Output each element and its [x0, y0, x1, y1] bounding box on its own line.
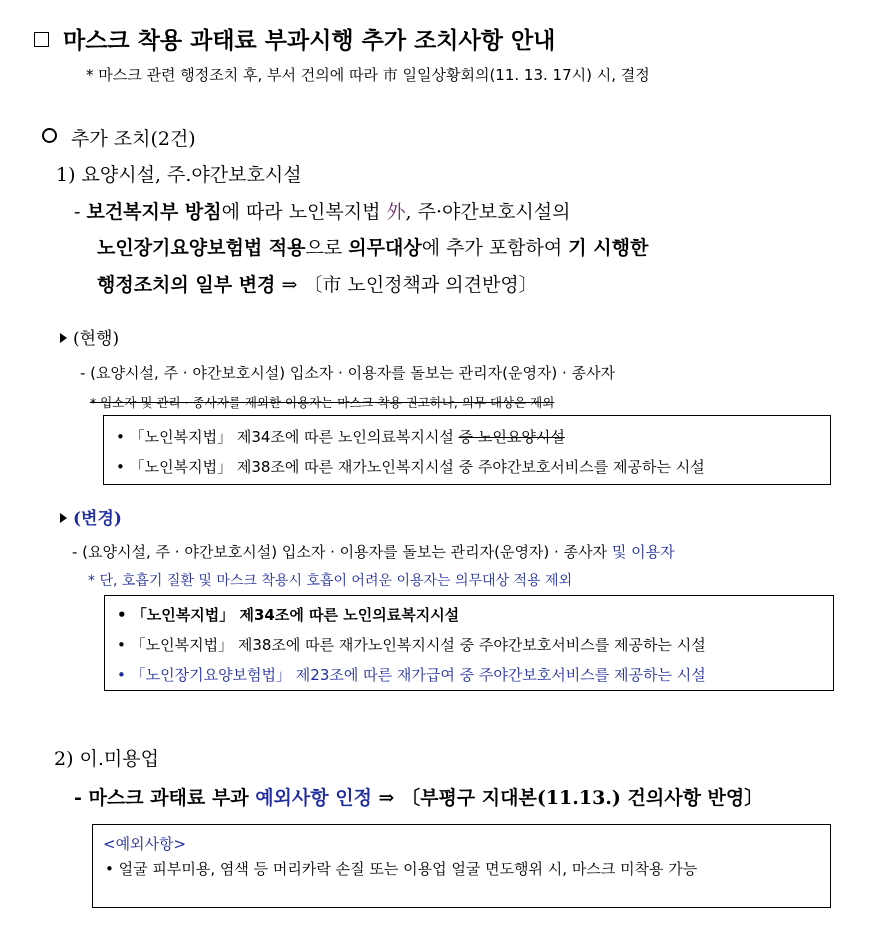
current-box	[103, 415, 831, 485]
item1-line1	[74, 197, 570, 224]
line2-mid2: 에 추가 포함하여	[421, 237, 569, 259]
outside-char: 外	[386, 201, 406, 223]
exception-box	[92, 824, 831, 908]
decision-note: * 마스크 관련 행정조치 후, 부서 건의에 따라 市 일일상황회의(11. 13. 17시) 시, 결정	[86, 66, 650, 84]
current-box-item	[116, 456, 705, 477]
current-item2-text: • 「노인복지법」 제38조에 따른 재가노인복지시설 중 주야간보호서비스를 제공하는 시설	[116, 458, 705, 476]
changed-box-item: • 「노인장기요양보험법」 제23조에 따른 재가급여 중 주야간보호서비스를 제공하는 시설	[117, 666, 706, 684]
exception-title: <예외사항>	[103, 835, 187, 853]
item1-line3	[97, 270, 538, 297]
dash: -	[74, 201, 81, 223]
item1-heading: 1) 요양시설, 주.야간보호시설	[56, 164, 302, 186]
line1-rest: 에 따라 노인복지법	[221, 201, 387, 223]
changed-box	[104, 595, 834, 691]
page-title	[34, 22, 555, 55]
current-label	[60, 324, 119, 349]
circle-bullet-icon	[42, 128, 57, 143]
section-heading-text: 추가 조치(2건)	[71, 128, 196, 150]
triangle-bullet-icon	[60, 513, 67, 523]
current-label-text: (현행)	[73, 329, 120, 349]
line1-end: , 주·야간보호시설의	[405, 201, 571, 223]
exception-item: • 얼굴 피부미용, 염색 등 머리카락 손질 또는 이용업 얼굴 면도행위 시, 마스크 미착용 가능	[105, 860, 698, 878]
law-apply: 노인장기요양보험법 적용	[97, 237, 306, 259]
section-heading	[42, 124, 196, 151]
changed-box-item: • 「노인복지법」 제38조에 따른 재가노인복지시설 중 주야간보호서비스를 제공하는 시설	[117, 636, 706, 654]
changed-note: * 단, 호흡기 질환 및 마스크 착용시 호흡이 어려운 이용자는 의무대상 적용 제외	[88, 573, 573, 589]
item2-line-post: ⇒ 〔부평구 지대본(11.13.) 건의사항 반영〕	[371, 787, 764, 809]
exception-approval: 예외사항 인정	[255, 787, 372, 809]
already-enforced: 기 시행한	[568, 237, 649, 259]
changed-desc	[72, 541, 675, 562]
ministry-policy: 보건복지부 방침	[86, 201, 222, 223]
item1-line2	[97, 233, 648, 260]
current-desc: - (요양시설, 주 · 야간보호시설) 입소자 · 이용자를 돌보는 관리자(운영자) · 종사자	[80, 364, 616, 382]
current-item1-strike: 중 노인요양시설	[458, 428, 565, 446]
changed-box-item: • 「노인복지법」 제34조에 따른 노인의료복지시설	[117, 606, 460, 624]
title-text: 마스크 착용 과태료 부과시행 추가 조치사항 안내	[63, 28, 556, 54]
item2-heading: 2) 이.미용업	[54, 748, 159, 770]
item2-line-pre: - 마스크 과태료 부과	[74, 787, 256, 809]
changed-desc-blue: 및 이용자	[611, 543, 675, 561]
mandatory-target: 의무대상	[348, 237, 422, 259]
current-item1-text: • 「노인복지법」 제34조에 따른 노인의료복지시설	[116, 428, 459, 446]
triangle-bullet-icon	[60, 333, 67, 343]
opinion-reflect: ⇒ 〔市 노인정책과 의견반영〕	[275, 274, 538, 296]
line2-mid: 으로	[305, 237, 349, 259]
partial-change: 행정조치의 일부 변경	[97, 274, 276, 296]
item2-line	[74, 783, 763, 810]
current-note: * 입소자 및 관리 · 종사자를 제외한 이용자는 마스크 착용 권고하나, 의무 대상은 제외	[90, 395, 555, 410]
changed-label-text: (변경)	[73, 509, 122, 529]
changed-desc-text: - (요양시설, 주 · 야간보호시설) 입소자 · 이용자를 돌보는 관리자(운영자) · 종사자	[72, 543, 612, 561]
checkbox-square-icon	[34, 32, 49, 47]
current-box-item	[116, 426, 565, 447]
changed-label	[60, 504, 122, 529]
